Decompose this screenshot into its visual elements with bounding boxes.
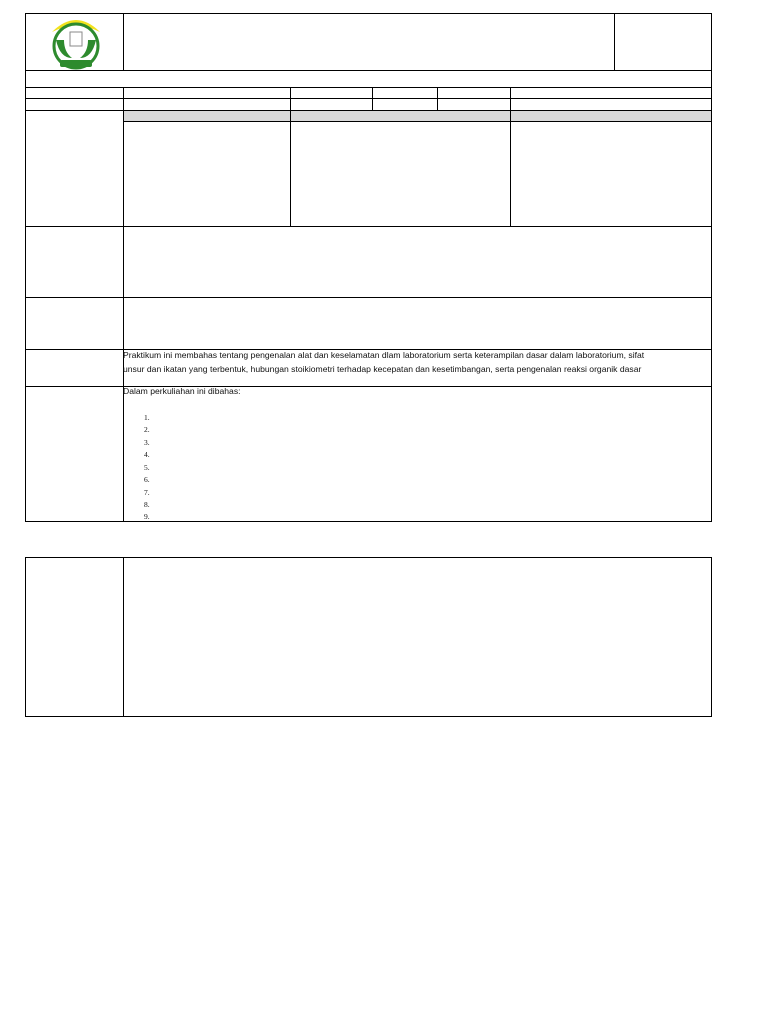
table-border (510, 87, 511, 227)
logo-banner (60, 60, 92, 67)
topic-number: 2. (144, 425, 150, 434)
table-border (123, 13, 124, 71)
table-border (437, 87, 438, 111)
table-border (25, 70, 712, 71)
topic-number: 4. (144, 450, 150, 459)
table-border (25, 521, 712, 522)
table-border (25, 716, 712, 717)
university-logo (46, 14, 106, 72)
table-border (711, 557, 712, 717)
topic-number: 6. (144, 475, 150, 484)
topic-number: 1. (144, 413, 150, 422)
table-border (25, 13, 712, 14)
topics-intro: Dalam perkuliahan ini dibahas: (123, 386, 241, 396)
topic-number: 5. (144, 463, 150, 472)
table-border (25, 13, 26, 522)
table-border (123, 121, 712, 122)
table-border (25, 557, 26, 717)
table-border (123, 557, 124, 717)
table-border (372, 87, 373, 111)
table-border (290, 87, 291, 227)
topic-number: 9. (144, 512, 150, 521)
table-border (25, 557, 712, 558)
table-border (25, 87, 712, 88)
topic-number: 7. (144, 488, 150, 497)
table-border (123, 87, 124, 522)
table-border (25, 226, 712, 227)
table-border (25, 297, 712, 298)
table-border (25, 98, 712, 99)
shaded-row (124, 111, 711, 121)
table-border (711, 13, 712, 522)
topic-number: 8. (144, 500, 150, 509)
topic-number: 3. (144, 438, 150, 447)
course-description-line: unsur dan ikatan yang terbentuk, hubungan stoikiometri terhadap kecepatan dan kesetimbangan, serta pengenalan reaksi organik dasar (123, 364, 642, 374)
course-description-line: Praktikum ini membahas tentang pengenalan alat dan keselamatan dlam laboratorium serta keterampilan dasar dalam laboratorium, sifat (123, 350, 645, 360)
table-border (614, 13, 615, 71)
